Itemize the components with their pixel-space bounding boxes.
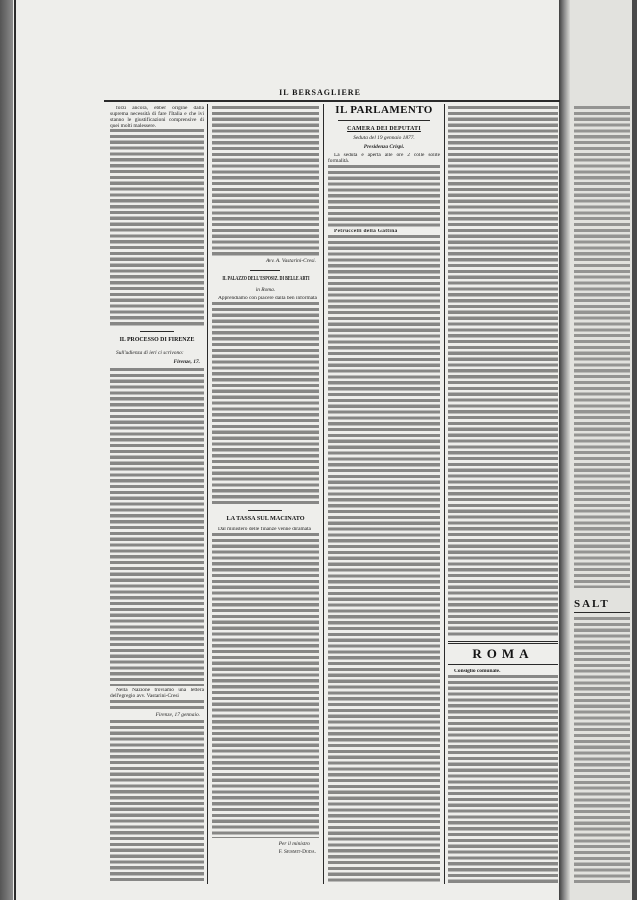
illegible-text-block — [448, 106, 558, 638]
headline-rule — [338, 120, 430, 121]
parlamento-body — [328, 153, 440, 227]
letter-body — [110, 720, 204, 883]
column-rule — [444, 104, 445, 884]
tassa-headline: LA TASSA SUL MACINATO — [226, 515, 305, 522]
letter-signature: Avv. A. Vastarini-Cresi. — [265, 258, 316, 264]
parlamento-lead: La seduta è aperta alle ore 2 colle solite formalità. — [328, 153, 440, 164]
illegible-text-block — [212, 533, 319, 838]
parlamento-body-continued — [328, 229, 440, 883]
palazzo-body — [212, 296, 319, 506]
col4-continuation — [448, 106, 558, 638]
illegible-text-block — [110, 129, 204, 328]
next-page-text — [574, 106, 630, 588]
section-divider — [248, 510, 282, 511]
column-rule — [207, 104, 208, 884]
letter-continuation — [212, 106, 319, 256]
illegible-text-block — [110, 700, 204, 710]
session-date: Seduta del 19 gennaio 1877. — [353, 135, 415, 141]
illegible-text-block — [110, 720, 204, 883]
column-rule — [323, 104, 324, 884]
col1-intro-text: forzi ancora, ebber origine dalla suprema necessità di fare l'Italia e che ivi stanno le giustificazioni comprensive di quei molti malessere. — [110, 106, 204, 129]
tassa-lead: Dal ministero delle finanze venne diramata — [218, 527, 311, 532]
processo-headline: IL PROCESSO DI FIRENZE — [119, 337, 195, 343]
processo-subtitle: Sull'udienza di ieri ci scrivono: — [116, 350, 184, 356]
parlamento-headline: IL PARLAMENTO — [335, 104, 433, 116]
left-scan-line — [14, 0, 16, 900]
processo-dateline: Firenze, 17. — [173, 359, 200, 365]
session-presidency: Presidenza Crispi. — [363, 144, 405, 150]
processo-body — [110, 368, 204, 686]
next-page-rule — [574, 612, 630, 613]
roma-body — [448, 669, 558, 883]
col1-intro-article — [110, 106, 204, 328]
masthead-title: IL BERSAGLIERE — [279, 88, 361, 97]
illegible-text-block — [574, 106, 630, 588]
palazzo-headline: IL PALAZZO DELL'ESPOSIZ. DI BELLE ARTI — [222, 275, 310, 282]
nazione-note-text: Nella Nazione troviamo una lettera dell'egregio avv. Vastarini-Cresi — [110, 688, 204, 699]
gutter-shadow — [559, 0, 570, 900]
illegible-text-block — [448, 675, 558, 883]
letter-dateline: Firenze, 17 gennaio. — [155, 712, 200, 718]
palazzo-lead: Apprendiamo con piacere dalla ben informata — [218, 296, 317, 301]
left-scan-edge — [0, 0, 13, 900]
illegible-text-block — [574, 617, 630, 883]
nazione-note — [110, 688, 204, 710]
next-page-text — [574, 617, 630, 883]
palazzo-subtitle: in Roma. — [255, 287, 276, 293]
tassa-signature: F. Seismit-Doda. — [278, 849, 316, 855]
section-divider — [250, 270, 280, 271]
tassa-sign-off: Per il ministro — [278, 841, 310, 847]
masthead-rule — [104, 100, 560, 102]
roma-lead: Consiglio comunale. — [454, 669, 501, 674]
speaker-name: Petruccelli della Gattina — [334, 229, 398, 234]
chamber-title: CAMERA DEI DEPUTATI — [347, 126, 421, 132]
section-divider — [140, 331, 174, 332]
tassa-body — [212, 527, 319, 838]
illegible-text-block — [328, 235, 440, 883]
illegible-text-block — [212, 106, 319, 256]
section-rule — [448, 641, 558, 642]
roma-headline: ROMA — [472, 646, 534, 661]
section-rule — [448, 664, 558, 665]
next-page-heading-fragment: SALT — [574, 598, 610, 610]
illegible-text-block — [110, 368, 204, 686]
illegible-text-block — [328, 165, 440, 227]
section-rule — [448, 643, 558, 644]
illegible-text-block — [212, 302, 319, 506]
right-scan-edge — [632, 0, 637, 900]
